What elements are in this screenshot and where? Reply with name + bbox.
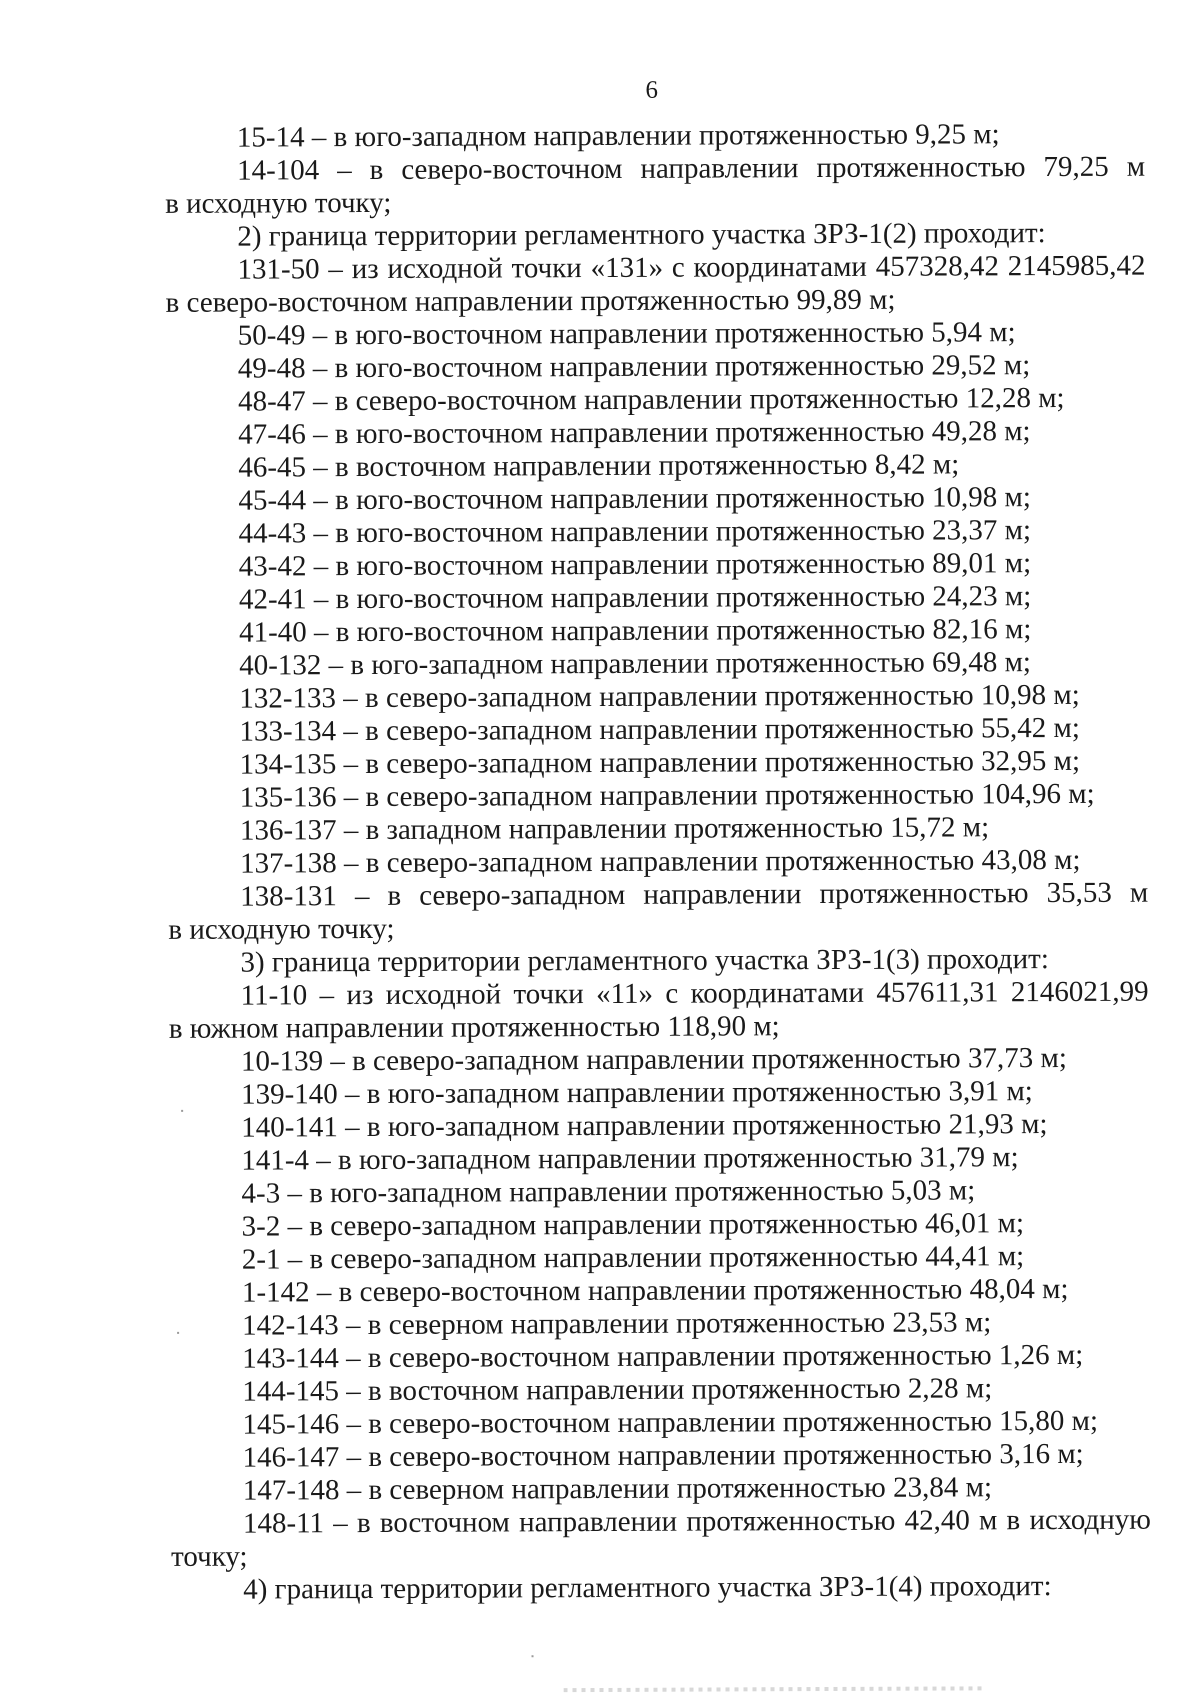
paragraph [171, 1570, 1151, 1607]
paragraph-text: 44-43 – в юго-восточном направлении протяженностью 23,37 м; [238, 514, 1032, 550]
paragraph [167, 514, 1147, 551]
paragraph-text: 148-11 – в восточном направлении протяженностью 42,40 м в исходную [242, 1503, 1151, 1540]
paragraph-text: 40-132 – в юго-западном направлении протяженностью 69,48 м; [239, 646, 1032, 682]
paragraph-text: 3-2 – в северо-западном направлении протяженностью 46,01 м; [241, 1207, 1025, 1243]
paragraph [169, 1108, 1149, 1145]
paragraph-text: 45-44 – в юго-восточном направлении протяженностью 10,98 м; [238, 481, 1031, 517]
paragraph [166, 316, 1146, 353]
paragraph [165, 217, 1145, 254]
paragraph [165, 151, 1145, 221]
paragraph-text: 10-139 – в северо-западном направлении протяженностью 37,73 м; [240, 1041, 1067, 1078]
paragraph-text: 50-49 – в юго-восточном направлении протяженностью 5,94 м; [237, 316, 1016, 352]
paragraph-text: 11-10 – из исходной точки «11» с координатами 457611,31 2146021,99 [240, 975, 1149, 1012]
paragraph [168, 811, 1148, 848]
paragraph [166, 448, 1146, 485]
paragraph-text: 4) граница территории регламентного участка ЗРЗ-1(4) проходит: [243, 1570, 1052, 1606]
paragraph-first-line [169, 976, 1149, 1013]
paragraph [167, 679, 1147, 716]
paragraph-text: 135-136 – в северо-западном направлении протяженностью 104,96 м; [239, 777, 1095, 814]
paragraph [171, 1504, 1151, 1574]
paragraph [168, 778, 1148, 815]
paragraph-text: 47-46 – в юго-восточном направлении протяженностью 49,28 м; [238, 415, 1031, 451]
paragraph-text: 131-50 – из исходной точки «131» с координатами 457328,42 2145985,42 [237, 249, 1146, 286]
paragraph-text: 144-145 – в восточном направлении протяженностью 2,28 м; [242, 1372, 993, 1408]
paragraph [168, 745, 1148, 782]
paragraph-text: 140-141 – в юго-западном направлении протяженностью 21,93 м; [241, 1108, 1048, 1144]
paragraph-text: 15-14 – в юго-западном направлении протяженностью 9,25 м; [236, 118, 1000, 154]
paragraph-text: 146-147 – в северо-восточном направлении протяженностью 3,16 м; [242, 1437, 1084, 1474]
paragraph-continuation: точку; [171, 1540, 248, 1573]
paragraph-text: 132-133 – в северо-западном направлении протяженностью 10,98 м; [239, 678, 1080, 715]
paragraph-text: 49-48 – в юго-восточном направлении протяженностью 29,52 м; [237, 349, 1031, 385]
paragraph [170, 1306, 1150, 1343]
paragraph-text: 139-140 – в юго-западном направлении протяженностью 3,91 м; [240, 1075, 1033, 1111]
paragraph [166, 349, 1146, 386]
paragraph-text: 1-142 – в северо-восточном направлении протяженностью 48,04 м; [241, 1272, 1069, 1309]
paragraph [170, 1207, 1150, 1244]
paragraph-continuation: в исходную точку; [168, 912, 395, 946]
paragraph-text: 133-134 – в северо-западном направлении протяженностью 55,42 м; [239, 711, 1080, 748]
paragraph-continuation: в исходную точку; [165, 186, 392, 220]
paragraph-first-line [171, 1504, 1151, 1541]
scan-speck [177, 1332, 179, 1334]
paragraph-first-line [168, 877, 1148, 914]
paragraph [167, 712, 1147, 749]
paragraph [169, 1042, 1149, 1079]
paragraph [169, 1141, 1149, 1178]
paragraph-text: 3) граница территории регламентного участка ЗРЗ-1(3) проходит: [240, 943, 1049, 979]
paragraph [168, 844, 1148, 881]
paragraph-text: 43-42 – в юго-восточном направлении протяженностью 89,01 м; [238, 547, 1032, 583]
paragraph [169, 1075, 1149, 1112]
paragraph-text: 134-135 – в северо-западном направлении протяженностью 32,95 м; [239, 744, 1081, 781]
scan-artifact-line [564, 1686, 984, 1692]
paragraph-text: 41-40 – в юго-восточном направлении протяженностью 82,16 м; [238, 613, 1032, 649]
paragraph-continuation: в южном направлении протяженностью 118,90 м; [168, 1010, 780, 1045]
paragraph [168, 943, 1148, 980]
paragraph-text: 143-144 – в северо-восточном направлении протяженностью 1,26 м; [242, 1338, 1084, 1375]
paragraph-text: 2-1 – в северо-западном направлении протяженностью 44,41 м; [241, 1240, 1025, 1276]
scan-speck [181, 1110, 183, 1112]
paragraph-text: 136-137 – в западном направлении протяженностью 15,72 м; [239, 811, 990, 847]
paragraph-text: 141-4 – в юго-западном направлении протяженностью 31,79 м; [241, 1141, 1019, 1177]
scan-speck [532, 1655, 534, 1657]
paragraph [167, 646, 1147, 683]
paragraph [170, 1339, 1150, 1376]
paragraph [169, 1174, 1149, 1211]
paragraph-text: 147-148 – в северном направлении протяженностью 23,84 м; [242, 1471, 993, 1507]
paragraph-text: 48-47 – в северо-восточном направлении протяженностью 12,28 м; [237, 381, 1065, 418]
paragraph [168, 877, 1148, 947]
paragraph-text: 142-143 – в северном направлении протяженностью 23,53 м; [242, 1306, 992, 1342]
paragraph-text: 4-3 – в юго-западном направлении протяженностью 5,03 м; [241, 1174, 976, 1210]
paragraph [170, 1273, 1150, 1310]
paragraph [170, 1372, 1150, 1409]
paragraph [169, 976, 1149, 1046]
paragraph-text: 138-131 – в северо-западном направлении протяженностью 35,53 м [240, 876, 1149, 913]
paragraph-text: 2) граница территории регламентного участка ЗРЗ-1(2) проходит: [237, 217, 1046, 253]
paragraph-continuation: в северо-восточном направлении протяженностью 99,89 м; [165, 283, 896, 319]
page-number: 6 [645, 76, 658, 104]
paragraph [171, 1471, 1151, 1508]
paragraph [171, 1438, 1151, 1475]
paragraph [166, 382, 1146, 419]
paragraph [166, 481, 1146, 518]
paragraph [167, 613, 1147, 650]
paragraph-text: 14-104 – в северо-восточном направлении протяженностью 79,25 м [236, 150, 1146, 187]
paragraph [167, 580, 1147, 617]
paragraph-text: 145-146 – в северо-восточном направлении протяженностью 15,80 м; [242, 1404, 1099, 1441]
paragraph-text: 137-138 – в северо-западном направлении протяженностью 43,08 м; [239, 843, 1081, 880]
paragraph-first-line [165, 151, 1145, 188]
paragraph [170, 1240, 1150, 1277]
paragraph [165, 118, 1145, 155]
paragraph-text: 42-41 – в юго-восточном направлении протяженностью 24,23 м; [238, 580, 1032, 616]
paragraph [170, 1405, 1150, 1442]
paragraph [167, 547, 1147, 584]
paragraph [165, 250, 1145, 320]
paragraph [166, 415, 1146, 452]
paragraph-text: 46-45 – в восточном направлении протяженностью 8,42 м; [238, 448, 960, 484]
document-body [165, 118, 1151, 1607]
paragraph-first-line [165, 250, 1145, 287]
